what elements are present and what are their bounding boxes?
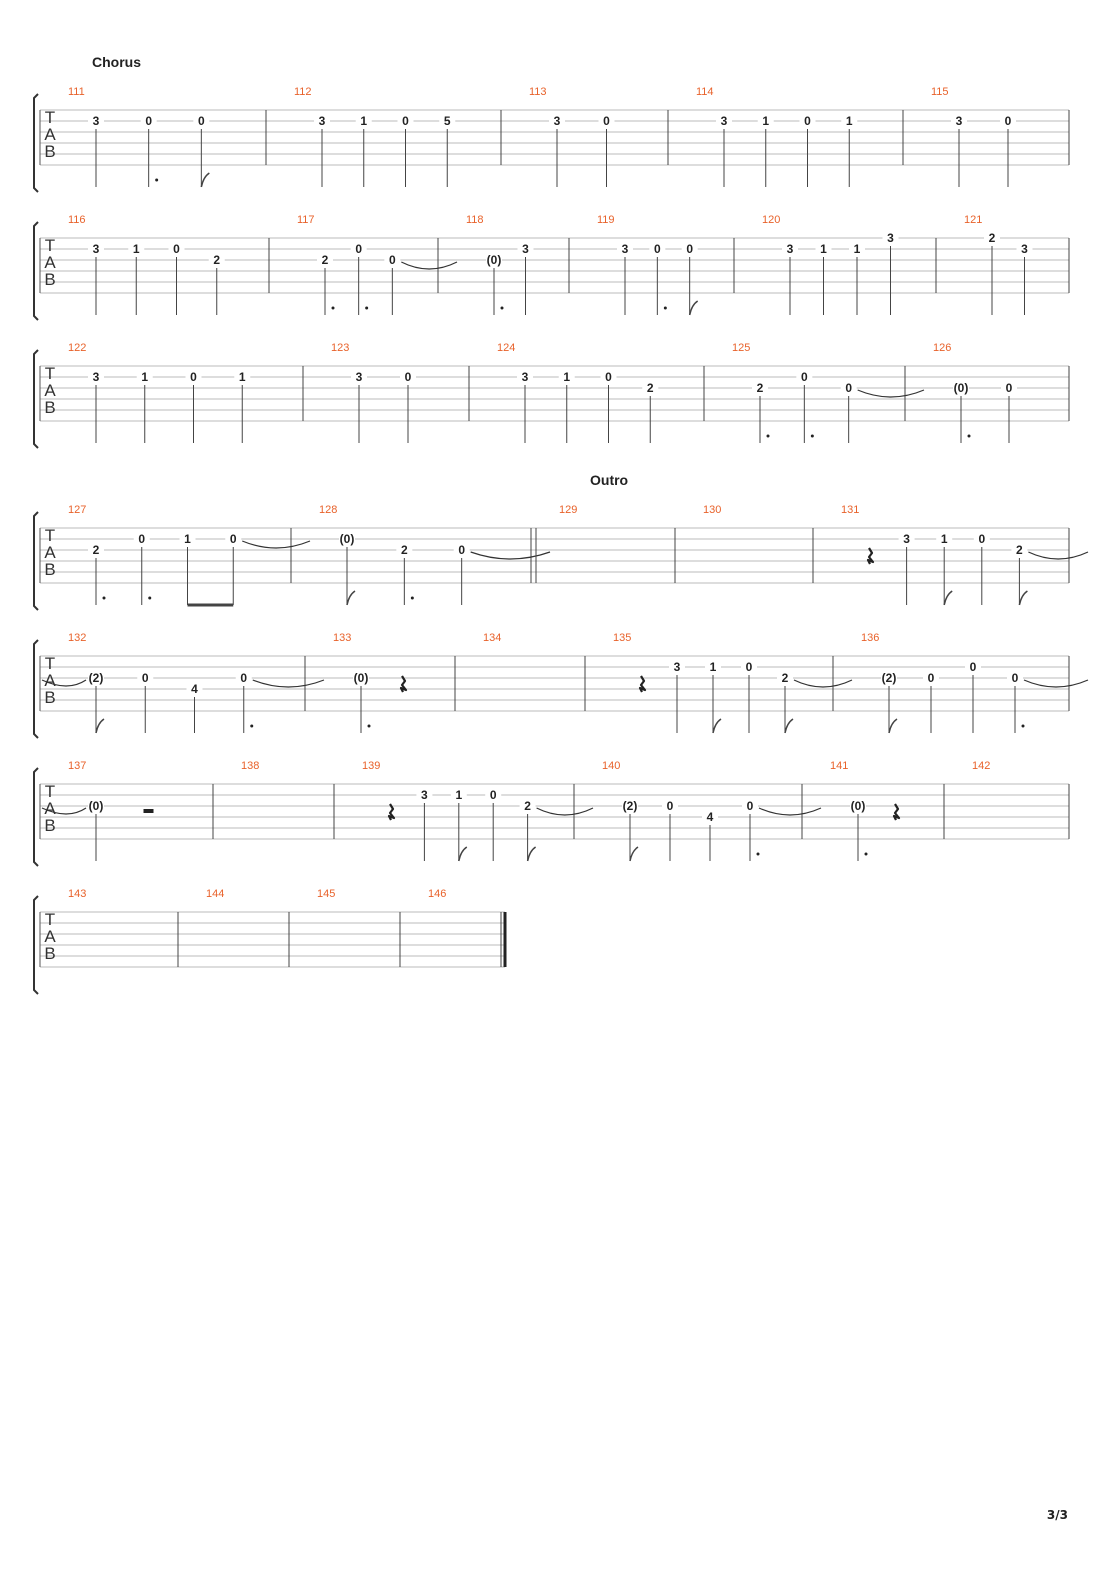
measure-number: 144 [206, 888, 225, 900]
tie [759, 808, 821, 815]
measure [497, 342, 658, 443]
measure [597, 214, 698, 315]
tab-system [34, 888, 505, 994]
system-bracket [34, 94, 38, 192]
fret-number: 3 [1021, 242, 1028, 256]
fret-number: 3 [318, 114, 326, 128]
measure-number: 116 [68, 214, 86, 226]
fret-number: 2 [988, 231, 996, 245]
dot [811, 435, 814, 438]
fret-number: 4 [191, 682, 198, 696]
tie [858, 390, 924, 397]
measure [206, 888, 224, 900]
dot [757, 853, 760, 856]
eighth-flag [690, 301, 698, 315]
tab-clef-letter: T [44, 654, 56, 673]
dot [155, 179, 158, 182]
measure [294, 86, 455, 187]
measure-number: 133 [333, 632, 352, 644]
fret-number: 0 [927, 671, 935, 685]
fret-number: 0 [804, 114, 811, 128]
fret-number: 0 [197, 114, 205, 128]
system-bracket [34, 640, 38, 738]
tab-system [34, 632, 1088, 738]
measure-number: 112 [294, 86, 312, 98]
tab-system [34, 54, 1069, 192]
fret-number: 0 [489, 788, 497, 802]
measure [732, 342, 924, 443]
tab-clef-letter: A [44, 381, 56, 400]
dot [365, 307, 368, 310]
eighth-flag [347, 591, 355, 605]
tab-system [34, 472, 1088, 610]
system-bracket [34, 350, 38, 448]
measure-number: 120 [762, 214, 781, 226]
fret-number: 2 [400, 543, 408, 557]
dot [411, 597, 414, 600]
fret-number: 2 [756, 381, 764, 395]
measure-number: 129 [559, 504, 578, 516]
fret-number: (0) [339, 532, 355, 546]
eighth-flag [96, 719, 104, 733]
measure [317, 888, 335, 900]
eighth-flag [528, 847, 536, 861]
eighth-flag [201, 173, 209, 187]
eighth-flag [1019, 591, 1027, 605]
measure-number: 111 [68, 86, 85, 98]
measure [762, 214, 899, 315]
measure-number: 135 [613, 632, 632, 644]
fret-number: 1 [184, 532, 191, 546]
measure [529, 86, 615, 187]
measure-number: 143 [68, 888, 87, 900]
fret-number: (0) [850, 799, 866, 813]
measure-number: 119 [597, 214, 615, 226]
tie [1024, 680, 1088, 687]
measure [333, 632, 406, 733]
eighth-flag [630, 847, 638, 861]
fret-number: 0 [746, 799, 754, 813]
fret-number: 3 [903, 532, 910, 546]
fret-number: 0 [800, 370, 808, 384]
measure [428, 888, 446, 900]
measure-number: 141 [830, 760, 849, 772]
measure [602, 760, 821, 861]
tab-clef-letter: T [44, 526, 56, 545]
system-bracket [34, 512, 38, 610]
tab-clef-letter: A [44, 799, 56, 818]
measure [466, 214, 534, 315]
fret-number: 1 [141, 370, 149, 384]
measure [703, 504, 721, 516]
tab-clef-letter: T [44, 364, 56, 383]
tie [471, 552, 550, 559]
half-rest [144, 809, 154, 813]
dot [250, 725, 253, 728]
tie [401, 262, 457, 269]
section-label: Outro [590, 472, 629, 488]
fret-number: 1 [762, 114, 770, 128]
measure-number: 128 [319, 504, 338, 516]
fret-number: 3 [92, 114, 100, 128]
measure-number: 115 [931, 86, 949, 98]
fret-number: 3 [92, 242, 100, 256]
eighth-flag [944, 591, 952, 605]
page-number: 3/3 [1046, 1508, 1068, 1522]
dot [501, 307, 504, 310]
tab-clef-letter: B [44, 270, 56, 289]
eighth-flag [889, 719, 897, 733]
tab-clef-letter: B [44, 688, 56, 707]
dot [865, 853, 868, 856]
measure-number: 121 [964, 214, 983, 226]
dot [332, 307, 335, 310]
fret-number: 3 [522, 242, 529, 256]
measure [68, 888, 86, 900]
fret-number: 0 [388, 253, 396, 267]
measure-number: 132 [68, 632, 87, 644]
measure [241, 760, 259, 772]
measure [613, 632, 852, 733]
tie [242, 541, 310, 548]
system-bracket [34, 896, 38, 994]
fret-number: 1 [853, 242, 861, 256]
measure-number: 137 [68, 760, 87, 772]
tab-clef-letter: T [44, 782, 56, 801]
fret-number: 2 [781, 671, 789, 685]
fret-number: 3 [421, 788, 428, 802]
measure-number: 139 [362, 760, 381, 772]
fret-number: 0 [138, 532, 146, 546]
fret-number: 0 [1005, 381, 1013, 395]
tab-clef-letter: T [44, 910, 56, 929]
measure-number: 124 [497, 342, 516, 354]
fret-number: 0 [173, 242, 180, 256]
fret-number: 0 [402, 114, 409, 128]
tab-clef-letter: B [44, 560, 56, 579]
measure-number: 138 [241, 760, 260, 772]
fret-number: (0) [953, 381, 969, 395]
dot [664, 307, 667, 310]
tab-system [34, 760, 1069, 866]
tie [253, 680, 324, 687]
measure-number: 118 [466, 214, 484, 226]
fret-number: 3 [521, 370, 529, 384]
fret-number: 0 [845, 381, 853, 395]
tab-clef-letter: T [44, 236, 56, 255]
tab-clef-letter: A [44, 125, 56, 144]
fret-number: 2 [213, 253, 221, 267]
fret-number: 3 [887, 231, 894, 245]
fret-number: 3 [786, 242, 794, 256]
measure-number: 131 [841, 504, 860, 516]
measure [68, 504, 310, 605]
tie [1028, 552, 1088, 559]
measure [933, 342, 1017, 443]
measure [68, 342, 250, 443]
measure-number: 126 [933, 342, 952, 354]
tab-clef-letter: B [44, 398, 56, 417]
fret-number: 0 [603, 114, 610, 128]
fret-number: 0 [404, 370, 412, 384]
eighth-flag [785, 719, 793, 733]
measure [483, 632, 501, 644]
fret-number: 4 [706, 810, 714, 824]
fret-number: 1 [845, 114, 853, 128]
system-bracket [34, 768, 38, 866]
tab-clef-letter: T [44, 108, 56, 127]
dot [968, 435, 971, 438]
measure [68, 86, 209, 187]
fret-number: 3 [720, 114, 728, 128]
fret-number: 2 [1016, 543, 1023, 557]
fret-number: 1 [709, 660, 717, 674]
tab-clef-letter: A [44, 253, 56, 272]
fret-number: 1 [132, 242, 140, 256]
eighth-flag [713, 719, 721, 733]
measure-number: 142 [972, 760, 991, 772]
fret-number: 3 [92, 370, 100, 384]
fret-number: 3 [955, 114, 963, 128]
fret-number: 2 [524, 799, 531, 813]
fret-number: 1 [563, 370, 571, 384]
dot [1022, 725, 1025, 728]
fret-number: 1 [238, 370, 246, 384]
dot [148, 597, 151, 600]
measure [331, 342, 416, 443]
measure-number: 125 [732, 342, 751, 354]
tab-system [34, 342, 1069, 448]
measure [931, 86, 1016, 187]
fret-number: 5 [443, 114, 451, 128]
measure-number: 117 [297, 214, 315, 226]
measure-number: 113 [529, 86, 547, 98]
measure [42, 632, 324, 733]
fret-number: 3 [355, 370, 363, 384]
fret-number: (2) [881, 671, 897, 685]
fret-number: 1 [940, 532, 948, 546]
measure [297, 214, 457, 315]
measure-number: 122 [68, 342, 87, 354]
measure [696, 86, 857, 187]
tab-system [34, 214, 1069, 320]
tie [794, 680, 852, 687]
fret-number: 2 [92, 543, 100, 557]
fret-number: 3 [553, 114, 561, 128]
fret-number: (2) [88, 671, 104, 685]
fret-number: 1 [360, 114, 368, 128]
fret-number: 0 [190, 370, 197, 384]
dot [103, 597, 106, 600]
tab-clef-letter: B [44, 944, 56, 963]
tie [537, 808, 593, 815]
measure [830, 760, 899, 861]
fret-number: 0 [653, 242, 661, 256]
fret-number: 0 [458, 543, 466, 557]
fret-number: 0 [1011, 671, 1019, 685]
fret-number: (0) [486, 253, 502, 267]
tab-clef-letter: A [44, 671, 56, 690]
fret-number: 0 [1004, 114, 1012, 128]
section-label: Chorus [92, 54, 141, 70]
fret-number: 0 [229, 532, 237, 546]
dot [767, 435, 770, 438]
fret-number: 0 [745, 660, 753, 674]
fret-number: 0 [969, 660, 977, 674]
measure [68, 214, 225, 315]
fret-number: 2 [321, 253, 329, 267]
measure-number: 136 [861, 632, 880, 644]
measure-number: 114 [696, 86, 714, 98]
measure [362, 760, 593, 861]
dot [368, 725, 371, 728]
fret-number: 0 [666, 799, 674, 813]
fret-number: 0 [141, 671, 149, 685]
fret-number: 1 [820, 242, 827, 256]
measure-number: 134 [483, 632, 502, 644]
fret-number: 0 [605, 370, 612, 384]
eighth-flag [459, 847, 467, 861]
fret-number: 0 [978, 532, 986, 546]
measure-number: 146 [428, 888, 447, 900]
fret-number: (0) [353, 671, 369, 685]
tab-clef-letter: A [44, 927, 56, 946]
fret-number: (0) [88, 799, 104, 813]
measure [861, 632, 1088, 733]
measure [964, 214, 1033, 315]
fret-number: 0 [145, 114, 153, 128]
measure [536, 504, 577, 583]
measure [319, 504, 550, 605]
measure-number: 127 [68, 504, 87, 516]
fret-number: 1 [455, 788, 463, 802]
measure-number: 130 [703, 504, 722, 516]
tab-clef-letter: B [44, 142, 56, 161]
fret-number: 2 [646, 381, 654, 395]
fret-number: 3 [621, 242, 629, 256]
measure-number: 145 [317, 888, 336, 900]
system-bracket [34, 222, 38, 320]
fret-number: 0 [355, 242, 363, 256]
measure-number: 123 [331, 342, 350, 354]
fret-number: 3 [673, 660, 681, 674]
fret-number: 0 [240, 671, 248, 685]
tab-clef-letter: B [44, 816, 56, 835]
measure [972, 760, 990, 772]
measure [42, 760, 154, 861]
measure [841, 504, 1088, 605]
fret-number: (2) [622, 799, 638, 813]
measure-number: 140 [602, 760, 621, 772]
tab-clef-letter: A [44, 543, 56, 562]
fret-number: 0 [686, 242, 694, 256]
